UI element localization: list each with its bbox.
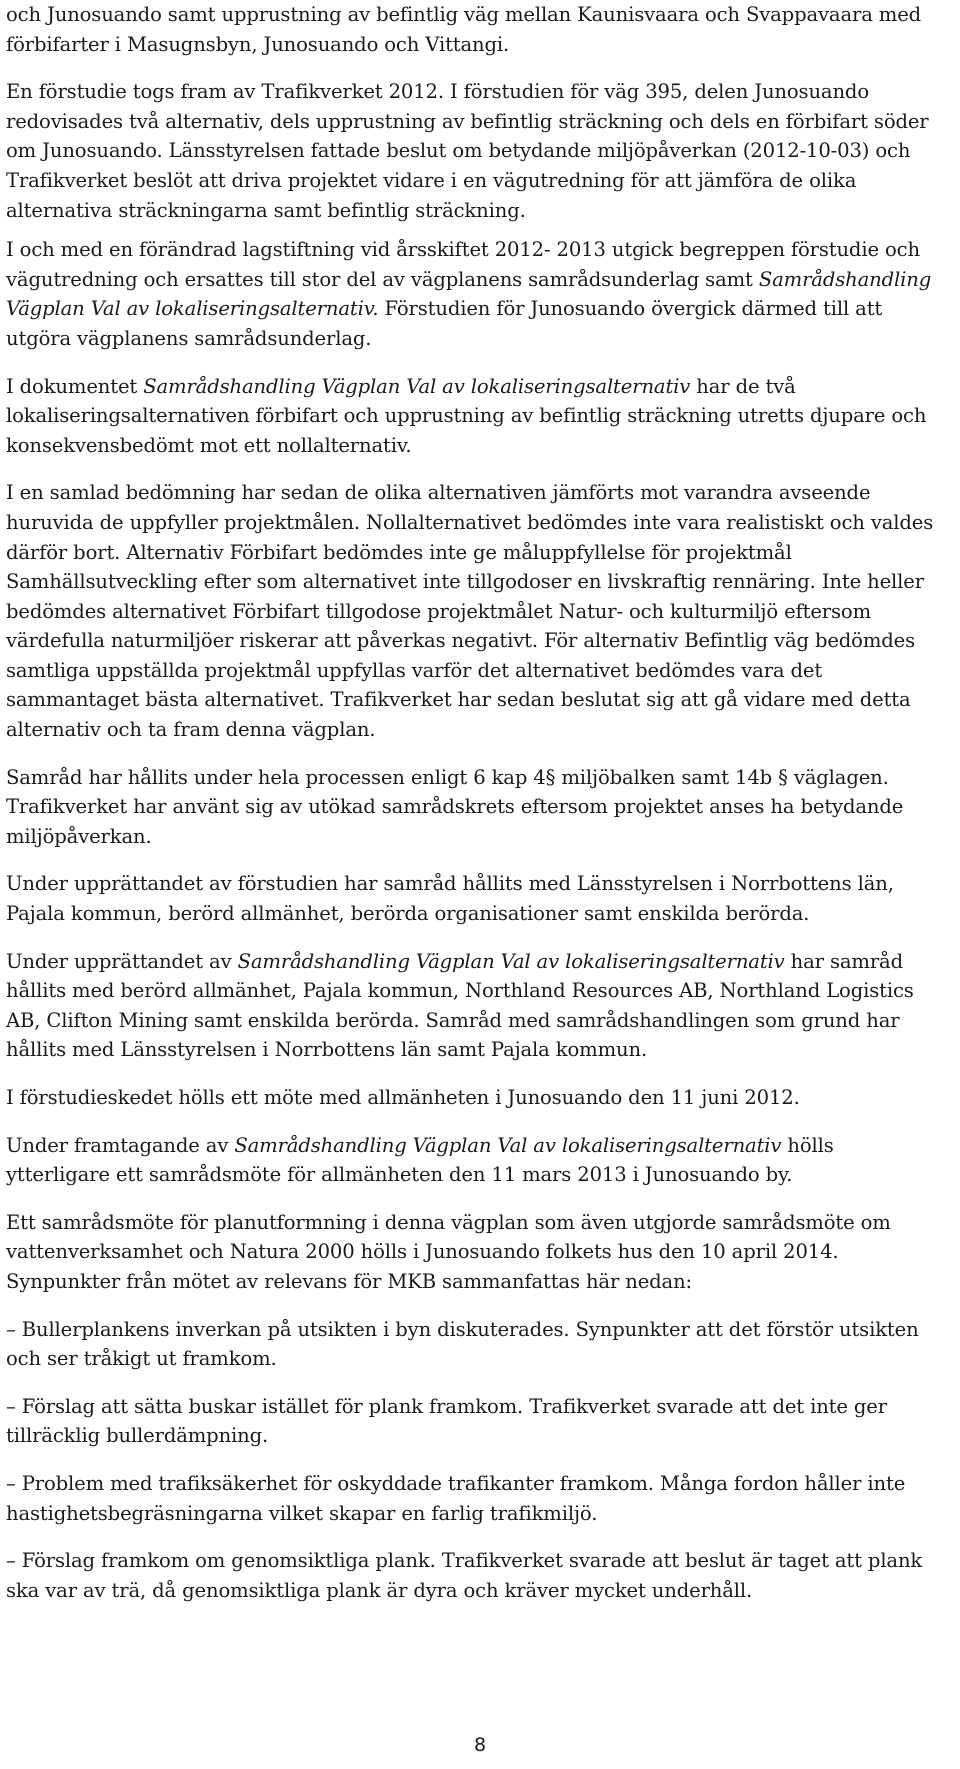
list-item: – Bullerplankens inverkan på utsikten i byn diskuterades. Synpunkter att det förstör utsikten och ser tråkigt ut framkom. xyxy=(6,1317,919,1371)
paragraph xyxy=(6,1131,936,1190)
paragraph: Under upprättandet av förstudien har samråd hållits med Länsstyrelsen i Norrbottens län, Pajala kommun, berörd allmänhet, berörda organisationer samt enskilda berörda. xyxy=(6,872,894,926)
paragraph xyxy=(6,235,936,353)
paragraph: Ett samrådsmöte för planutformning i denna vägplan som även utgjorde samrådsmöte om vattenverksamhet och Natura 2000 hölls i Junosuando folkets hus den 10 april 2014. Synpunkter från mötet av relevans för MKB sammanfattas här nedan: xyxy=(6,1210,891,1293)
paragraph: I förstudieskedet hölls ett möte med allmänheten i Junosuando den 11 juni 2012. xyxy=(6,1086,800,1109)
document-title-italic: Samrådshandling Vägplan Val av lokaliseringsalternativ xyxy=(237,949,785,973)
paragraph-text: Förstudien för Junosuando övergick därmed till att utgöra vägplanens samrådsunderlag. xyxy=(6,297,883,350)
paragraph-text: Under upprättandet av xyxy=(6,949,238,973)
paragraph: och Junosuando samt upprustning av befintlig väg mellan Kaunisvaara och Svappavaara med förbifarter i Masugnsbyn, Junosuando och Vittangi. xyxy=(6,3,922,56)
paragraph-text: I och med en förändrad lagstiftning vid årsskiftet 2012- 2013 utgick begreppen förstudie och vägutredning och ersattes till stor del av vägplanens samrådsunderlag samt xyxy=(6,238,920,291)
paragraph-text: Under framtagande av xyxy=(6,1133,235,1157)
page-number: 8 xyxy=(473,1734,487,1756)
paragraph-text: har de två lokaliseringsalternativen förbifart och upprustning av befintlig sträckning utretts djupare och konsekvensbedömt mot ett nollalternativ. xyxy=(6,374,927,457)
paragraph: En förstudie togs fram av Trafikverket 2012. I förstudien för väg 395, delen Junosuando redovisades två alternativ, dels upprustning av befintlig sträckning och dels en förbifart söder om Junosuando. Länsstyrelsen fattade beslut om betydande miljöpåverkan (2012-10-03) och Trafikverket beslöt att driva projektet vidare i en vägutredning för att jämföra de olika alternativa sträckningarna samt befintlig sträckning. xyxy=(6,80,929,222)
document-page xyxy=(6,0,936,1605)
paragraph xyxy=(6,372,936,461)
list-item: – Förslag framkom om genomsiktliga plank. Trafikverket svarade att beslut är taget att plank ska var av trä, då genomsiktliga plank är dyra och kräver mycket underhåll. xyxy=(6,1549,923,1602)
paragraph: I en samlad bedömning har sedan de olika alternativen jämförts mot varandra avseende huruvida de uppfyller projektmålen. Nollalternativet bedömdes inte vara realistiskt och valdes därför bort. Alternativ Förbifart bedömdes inte ge måluppfyllelse för projektmål Samhällsutveckling efter som alternativet inte tillgodoser en livskraftig rennäring. Inte heller bedömdes alternativet Förbifart tillgodose projektmålet Natur- och kulturmiljö eftersom värdefulla naturmiljöer riskerar att påverkas negativt. För alternativ Befintlig väg bedömdes samtliga uppställda projektmål uppfyllas varför det alternativet bedömdes vara det sammantaget bästa alternativet. Trafikverket har sedan beslutat sig att gå vidare med detta alternativ och ta fram denna vägplan. xyxy=(6,481,934,742)
paragraph-text: hölls ytterligare ett samrådsmöte för allmänheten den 11 mars 2013 i Junosuando by. xyxy=(6,1133,834,1187)
document-title-italic: Samrådshandling Vägplan Val av lokaliseringsalternativ. xyxy=(6,267,932,321)
paragraph: Samråd har hållits under hela processen enligt 6 kap 4§ miljöbalken samt 14b § väglagen. Trafikverket har använt sig av utökad samrådskrets eftersom projektet anses ha betydande miljöpåverkan. xyxy=(6,765,904,848)
paragraph xyxy=(6,947,936,1065)
paragraph-text: I dokumentet xyxy=(6,374,144,398)
document-title-italic: Samrådshandling Vägplan Val av lokaliseringsalternativ xyxy=(143,374,691,398)
list-item: – Problem med trafiksäkerhet för oskyddade trafikanter framkom. Många fordon håller inte hastighetsbegräsningarna vilket skapar en farlig trafikmiljö. xyxy=(6,1471,906,1525)
document-title-italic: Samrådshandling Vägplan Val av lokaliseringsalternativ xyxy=(234,1133,782,1157)
paragraph-text: har samråd hållits med berörd allmänhet, Pajala kommun, Northland Resources AB, Northland Logistics AB, Clifton Mining samt enskilda berörda. Samråd med samrådshandlingen som grund har hållits med Länsstyrelsen i Norrbottens län samt Pajala kommun. xyxy=(6,949,914,1062)
list-item: – Förslag att sätta buskar istället för plank framkom. Trafikverket svarade att det inte ger tillräcklig bullerdämpning. xyxy=(6,1394,887,1448)
